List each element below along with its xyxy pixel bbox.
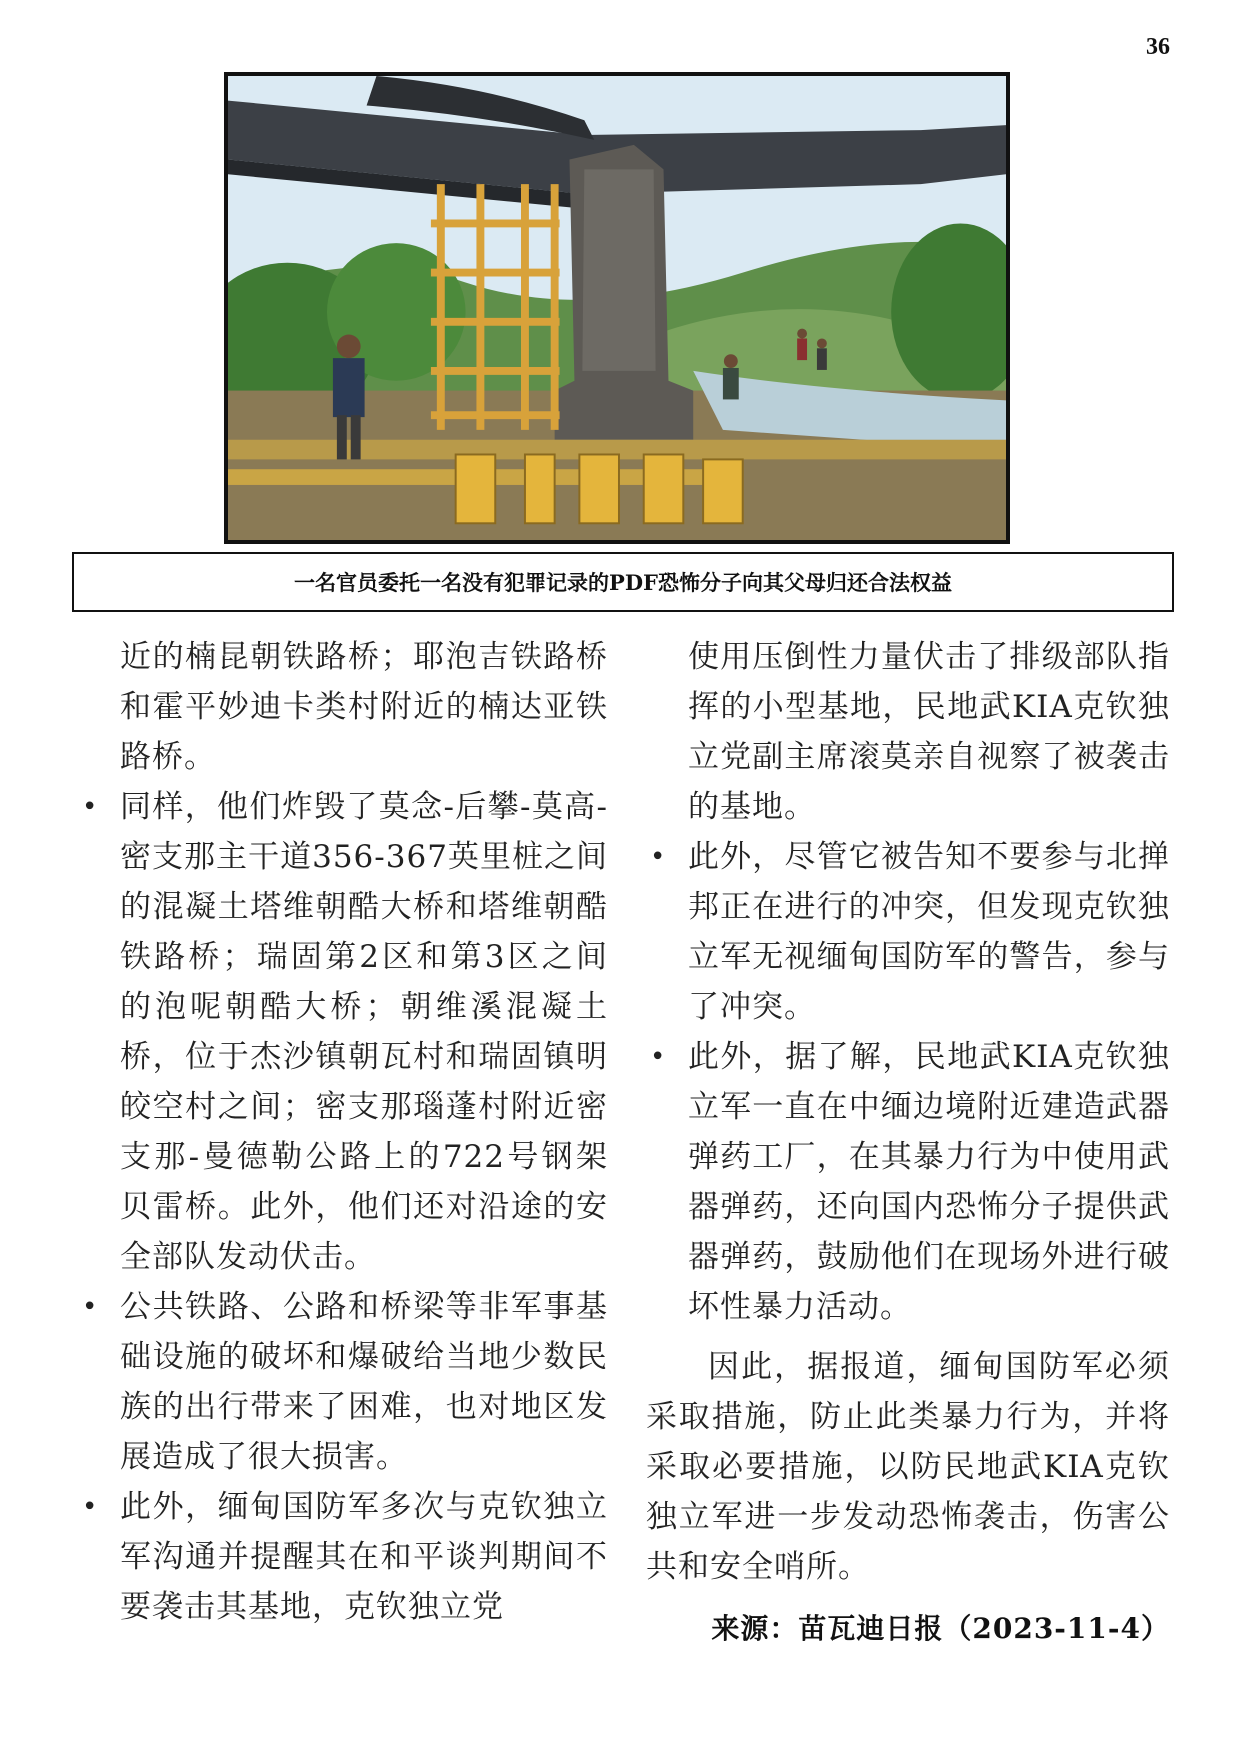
- list-item: [78, 782, 608, 1282]
- list-item-text: 同样，他们炸毁了莫念-后攀-莫高-密支那主干道356-367英里桩之间的混凝土塔维朝酷大桥和塔维朝酷铁路桥；瑞固第2区和第3区之间的泡呢朝酷大桥；朝维溪混凝土桥，位于杰沙镇朝瓦村和瑞固镇明皎空村之间；密支那瑙蓬村附近密支那-曼德勒公路上的722号钢架贝雷桥。此外，他们还对沿途的安全部队发动伏击。: [120, 789, 608, 1275]
- list-item-text: 公共铁路、公路和桥梁等非军事基础设施的破坏和爆破给当地少数民族的出行带来了困难，也对地区发展造成了很大损害。: [120, 1289, 608, 1475]
- news-photo: [224, 72, 1010, 544]
- list-item-text: 此外，缅甸国防军多次与克钦独立军沟通并提醒其在和平谈判期间不要袭击其基地，克钦独立党: [120, 1489, 608, 1625]
- left-column: [78, 632, 608, 1632]
- source-citation: 来源：苗瓦迪日报（2023-11-4）: [711, 1612, 1170, 1645]
- intro-paragraph: 近的楠昆朝铁路桥；耶泡吉铁路桥和霍平妙迪卡类村附近的楠达亚铁路桥。: [120, 639, 608, 775]
- list-item: [646, 832, 1170, 1032]
- list-item: [646, 1032, 1170, 1332]
- photo-caption: 一名官员委托一名没有犯罪记录的PDF恐怖分子向其父母归还合法权益: [72, 552, 1174, 612]
- bullet-icon: •: [650, 842, 667, 872]
- list-item-text: 此外，尽管它被告知不要参与北掸邦正在进行的冲突，但发现克钦独立军无视缅甸国防军的警告，参与了冲突。: [688, 839, 1170, 1025]
- list-item: [78, 1482, 608, 1632]
- continuation-paragraph: 使用压倒性力量伏击了排级部队指挥的小型基地，民地武KIA克钦独立党副主席滚莫亲自视察了被袭击的基地。: [688, 639, 1170, 825]
- right-column: [646, 632, 1170, 1652]
- page-number: 36: [1146, 34, 1170, 60]
- conclusion-paragraph: 因此，据报道，缅甸国防军必须采取措施，防止此类暴力行为，并将采取必要措施，以防民地武KIA克钦独立军进一步发动恐怖袭击，伤害公共和安全哨所。: [646, 1349, 1170, 1585]
- list-item: [78, 1282, 608, 1482]
- bullet-icon: •: [82, 1492, 99, 1522]
- railway-bridge-photo-icon: [228, 76, 1006, 540]
- bullet-icon: •: [82, 792, 99, 822]
- list-item-text: 此外，据了解，民地武KIA克钦独立军一直在中缅边境附近建造武器弹药工厂，在其暴力行为中使用武器弹药，还向国内恐怖分子提供武器弹药，鼓励他们在现场外进行破坏性暴力活动。: [688, 1039, 1170, 1325]
- bullet-icon: •: [82, 1292, 99, 1322]
- bullet-icon: •: [650, 1042, 667, 1072]
